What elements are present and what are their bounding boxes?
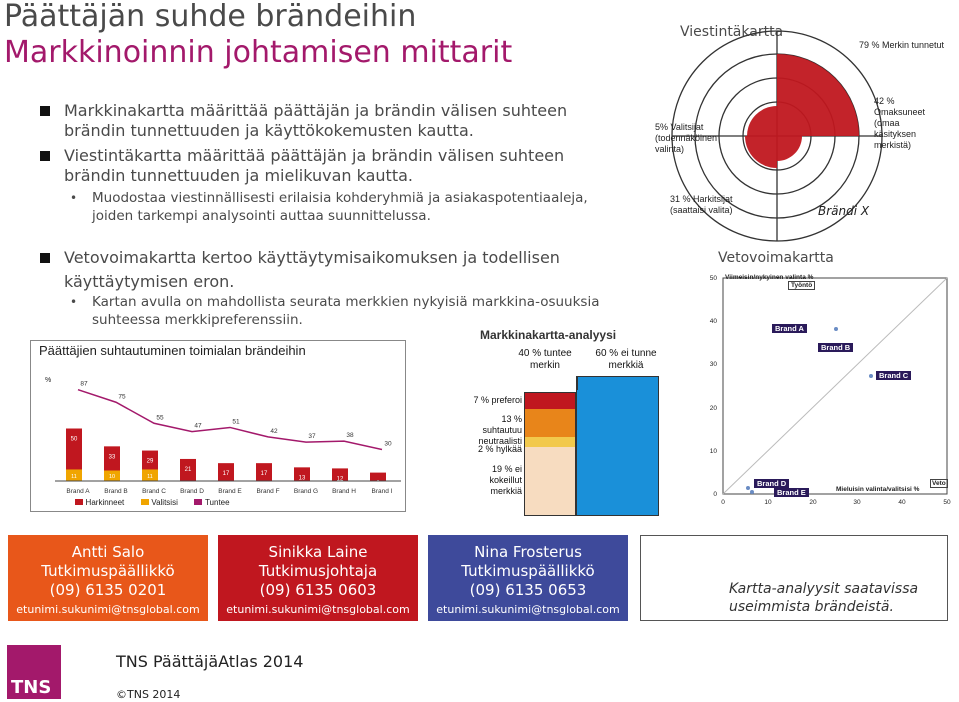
label-tuntee-2: 55 <box>156 414 164 422</box>
footer-copyright: ©TNS 2014 <box>116 688 181 701</box>
contact-name: Sinikka Laine <box>268 543 368 561</box>
brand-b-marker: Brand B <box>818 343 853 352</box>
bullet-vetovoimakartta: Vetovoimakartta kertoo käyttäytymisaikomuksen ja todellisen käyttäytymisen eron. <box>40 246 600 294</box>
contact-name: Nina Frosterus <box>474 543 582 561</box>
square-bullet-icon <box>40 106 50 116</box>
bar-ei-kokeillut <box>525 447 575 515</box>
contact-phone: (09) 6135 0653 <box>469 581 587 599</box>
legend-harkinneet: Harkinneet <box>85 498 125 507</box>
contact-phone: (09) 6135 0201 <box>49 581 167 599</box>
tns-logo-text: TNS <box>11 677 52 698</box>
page-title: Päättäjän suhde brändeihin <box>4 0 417 34</box>
subbullet-kohderyhmat: • Muodostaa viestinnällisesti erilaisia kohderyhmiä ja asiakaspotentiaaleja, joiden tarkempi analysointi auttaa suunnittelussa. <box>70 190 588 224</box>
note-text: Kartta-analyysit saatavissa useimmista brändeistä. <box>729 581 919 615</box>
contact-role: Tutkimusjohtaja <box>258 562 378 580</box>
category-label-6: Brand G <box>293 488 319 495</box>
contact-card-sinikka <box>218 535 418 621</box>
contact-email-link[interactable]: etunimi.sukunimi@tnsglobal.com <box>226 603 410 616</box>
contact-name: Antti Salo <box>71 543 145 561</box>
svg-text:20: 20 <box>709 405 717 412</box>
markkina-tuntee: 40 % tuntee merkin <box>518 348 572 371</box>
label-tuntee-3: 47 <box>194 422 202 430</box>
label-valitsisi-0: 11 <box>71 474 77 480</box>
label-harkinneet-0: 50 <box>70 436 78 443</box>
label-tuntee-6: 37 <box>308 433 316 441</box>
label-valitsisi-2: 11 <box>147 474 153 480</box>
label-harkitsijat: 31 % Harkitsijat (saattaisi valita) <box>670 194 733 215</box>
contact-card-antti <box>8 535 208 621</box>
contact-email-link[interactable]: etunimi.sukunimi@tnsglobal.com <box>16 603 200 616</box>
label-harkinneet-7: 12 <box>336 476 344 483</box>
label-harkinneet-8: 8 <box>376 480 380 487</box>
bar-chart-legend <box>75 498 405 510</box>
vetovoimakartta-chart <box>700 250 952 506</box>
label-tuntee-8: 30 <box>384 440 392 448</box>
contact-role: Tutkimuspäällikkö <box>461 562 595 580</box>
svg-text:20: 20 <box>809 499 817 506</box>
brand-d-marker: Brand D <box>754 479 789 488</box>
vetovoima-xlabel: Mieluisin valinta/valitsisi % <box>836 486 920 493</box>
svg-text:40: 40 <box>709 318 717 325</box>
bar-preferoi <box>525 393 575 409</box>
bar-hylkaa <box>525 437 575 447</box>
brand-e-marker: Brand E <box>774 488 809 497</box>
contact-phone: (09) 6135 0603 <box>259 581 377 599</box>
label-harkinneet-3: 21 <box>184 466 192 473</box>
viestintakartta-title: Viestintäkartta <box>680 24 784 40</box>
markkina-hylkaa: 2 % hylkää <box>477 444 522 454</box>
label-tuntee-5: 42 <box>270 427 278 435</box>
legend-tuntee: Tuntee <box>204 498 230 507</box>
vetovoima-tyonto: Työntö <box>788 281 815 290</box>
svg-text:40: 40 <box>898 499 906 506</box>
svg-text:50: 50 <box>709 275 717 282</box>
label-tunnetut: 79 % Merkin tunnetut <box>859 40 945 50</box>
category-label-4: Brand E <box>218 488 242 495</box>
vetovoimakartta-title: Vetovoimakartta <box>718 250 834 266</box>
markkina-bars <box>524 392 576 516</box>
vetovoima-veto: Veto <box>932 480 946 487</box>
subbullet-markkinaosuudet: • Kartan avulla on mahdollista seurata merkkien nykyisiä markkina-osuuksia suhteessa merkkipreferenssiin. <box>70 294 600 328</box>
label-harkinneet-4: 17 <box>222 471 230 478</box>
label-omaksuneet: 42 % Omaksuneet (omaa käsityksen merkistä) <box>874 96 926 150</box>
category-label-8: Brand I <box>371 488 393 495</box>
svg-text:50: 50 <box>943 499 951 506</box>
label-tuntee-7: 38 <box>346 432 354 440</box>
legend-swatch-valitsisi <box>141 499 149 505</box>
markkina-neutraali: 13 % suhtautuu neutraalisti <box>478 414 522 446</box>
markkinakartta-panel <box>473 326 666 518</box>
label-tuntee-4: 51 <box>232 418 240 426</box>
vetovoima-ylabel: Viimeisin/nykyinen valinta % <box>725 274 814 281</box>
category-label-1: Brand B <box>104 488 128 495</box>
category-label-7: Brand H <box>332 488 356 495</box>
label-tuntee-0: 87 <box>80 380 88 388</box>
markkina-divider <box>576 376 578 390</box>
legend-swatch-harkinneet <box>75 499 83 505</box>
contact-email-link[interactable]: etunimi.sukunimi@tnsglobal.com <box>436 603 620 616</box>
label-harkinneet-5: 17 <box>260 471 268 478</box>
label-harkinneet-2: 29 <box>146 458 154 465</box>
svg-text:10: 10 <box>764 499 772 506</box>
markkinakartta-title: Markkinakartta-analyysi <box>480 328 617 342</box>
bullet-viestintakartta: Viestintäkartta määrittää päättäjän ja brändin välisen suhteen brändin tunnettuuden ja mielikuvan kautta. <box>40 146 600 186</box>
brand-c-marker: Brand C <box>876 371 911 380</box>
category-label-2: Brand C <box>142 488 166 495</box>
markkina-ei-kokeillut: 19 % ei kokeillut merkkiä <box>489 464 522 496</box>
note-box <box>640 535 948 621</box>
label-tuntee-1: 75 <box>118 393 126 401</box>
tns-logo <box>7 645 61 699</box>
legend-valitsisi: Valitsisi <box>151 498 178 507</box>
bar-neutraali <box>525 409 575 437</box>
markkina-blue-block <box>576 376 659 516</box>
markkina-preferoi: 7 % preferoi <box>473 395 522 405</box>
svg-text:30: 30 <box>709 361 717 368</box>
bar-chart-panel <box>30 340 406 512</box>
category-label-0: Brand A <box>66 488 90 495</box>
svg-text:30: 30 <box>853 499 861 506</box>
vetovoimakartta-panel <box>700 250 952 506</box>
svg-text:0: 0 <box>713 491 717 498</box>
bar-chart-svg <box>31 341 405 511</box>
viestintakartta-panel <box>652 18 952 248</box>
legend-swatch-tuntee <box>194 499 202 505</box>
dot-bullet-icon: • <box>70 295 78 309</box>
markkina-ei-tunne: 60 % ei tunne merkkiä <box>595 348 657 371</box>
dot-bullet-icon: • <box>70 191 78 205</box>
svg-text:0: 0 <box>721 499 725 506</box>
square-bullet-icon <box>40 253 50 263</box>
footer-brand: TNS PäättäjäAtlas 2014 <box>116 652 304 671</box>
square-bullet-icon <box>40 151 50 161</box>
svg-text:10: 10 <box>709 448 717 455</box>
brand-a-marker: Brand A <box>772 324 807 333</box>
brand-x-label: Brändi X <box>818 204 870 218</box>
contact-card-nina <box>428 535 628 621</box>
label-valitsisi-1: 10 <box>108 474 116 480</box>
contact-role: Tutkimuspäällikkö <box>41 562 175 580</box>
label-harkinneet-1: 33 <box>108 454 116 461</box>
category-label-5: Brand F <box>256 488 280 495</box>
page-subtitle: Markkinoinnin johtamisen mittarit <box>4 35 513 70</box>
category-label-3: Brand D <box>180 488 204 495</box>
bar-chart-title: Päättäjien suhtautuminen toimialan brändeihin <box>39 343 306 358</box>
bar-chart-ylabel: % <box>45 377 52 384</box>
label-harkinneet-6: 13 <box>298 475 306 482</box>
bullet-markkinakartta: Markkinakartta määrittää päättäjän ja brändin välisen suhteen brändin tunnettuuden ja käyttökokemusten kautta. <box>40 101 600 141</box>
label-valitsijat: 5% Valitsijat (todennäköinen valinta) <box>655 122 718 154</box>
